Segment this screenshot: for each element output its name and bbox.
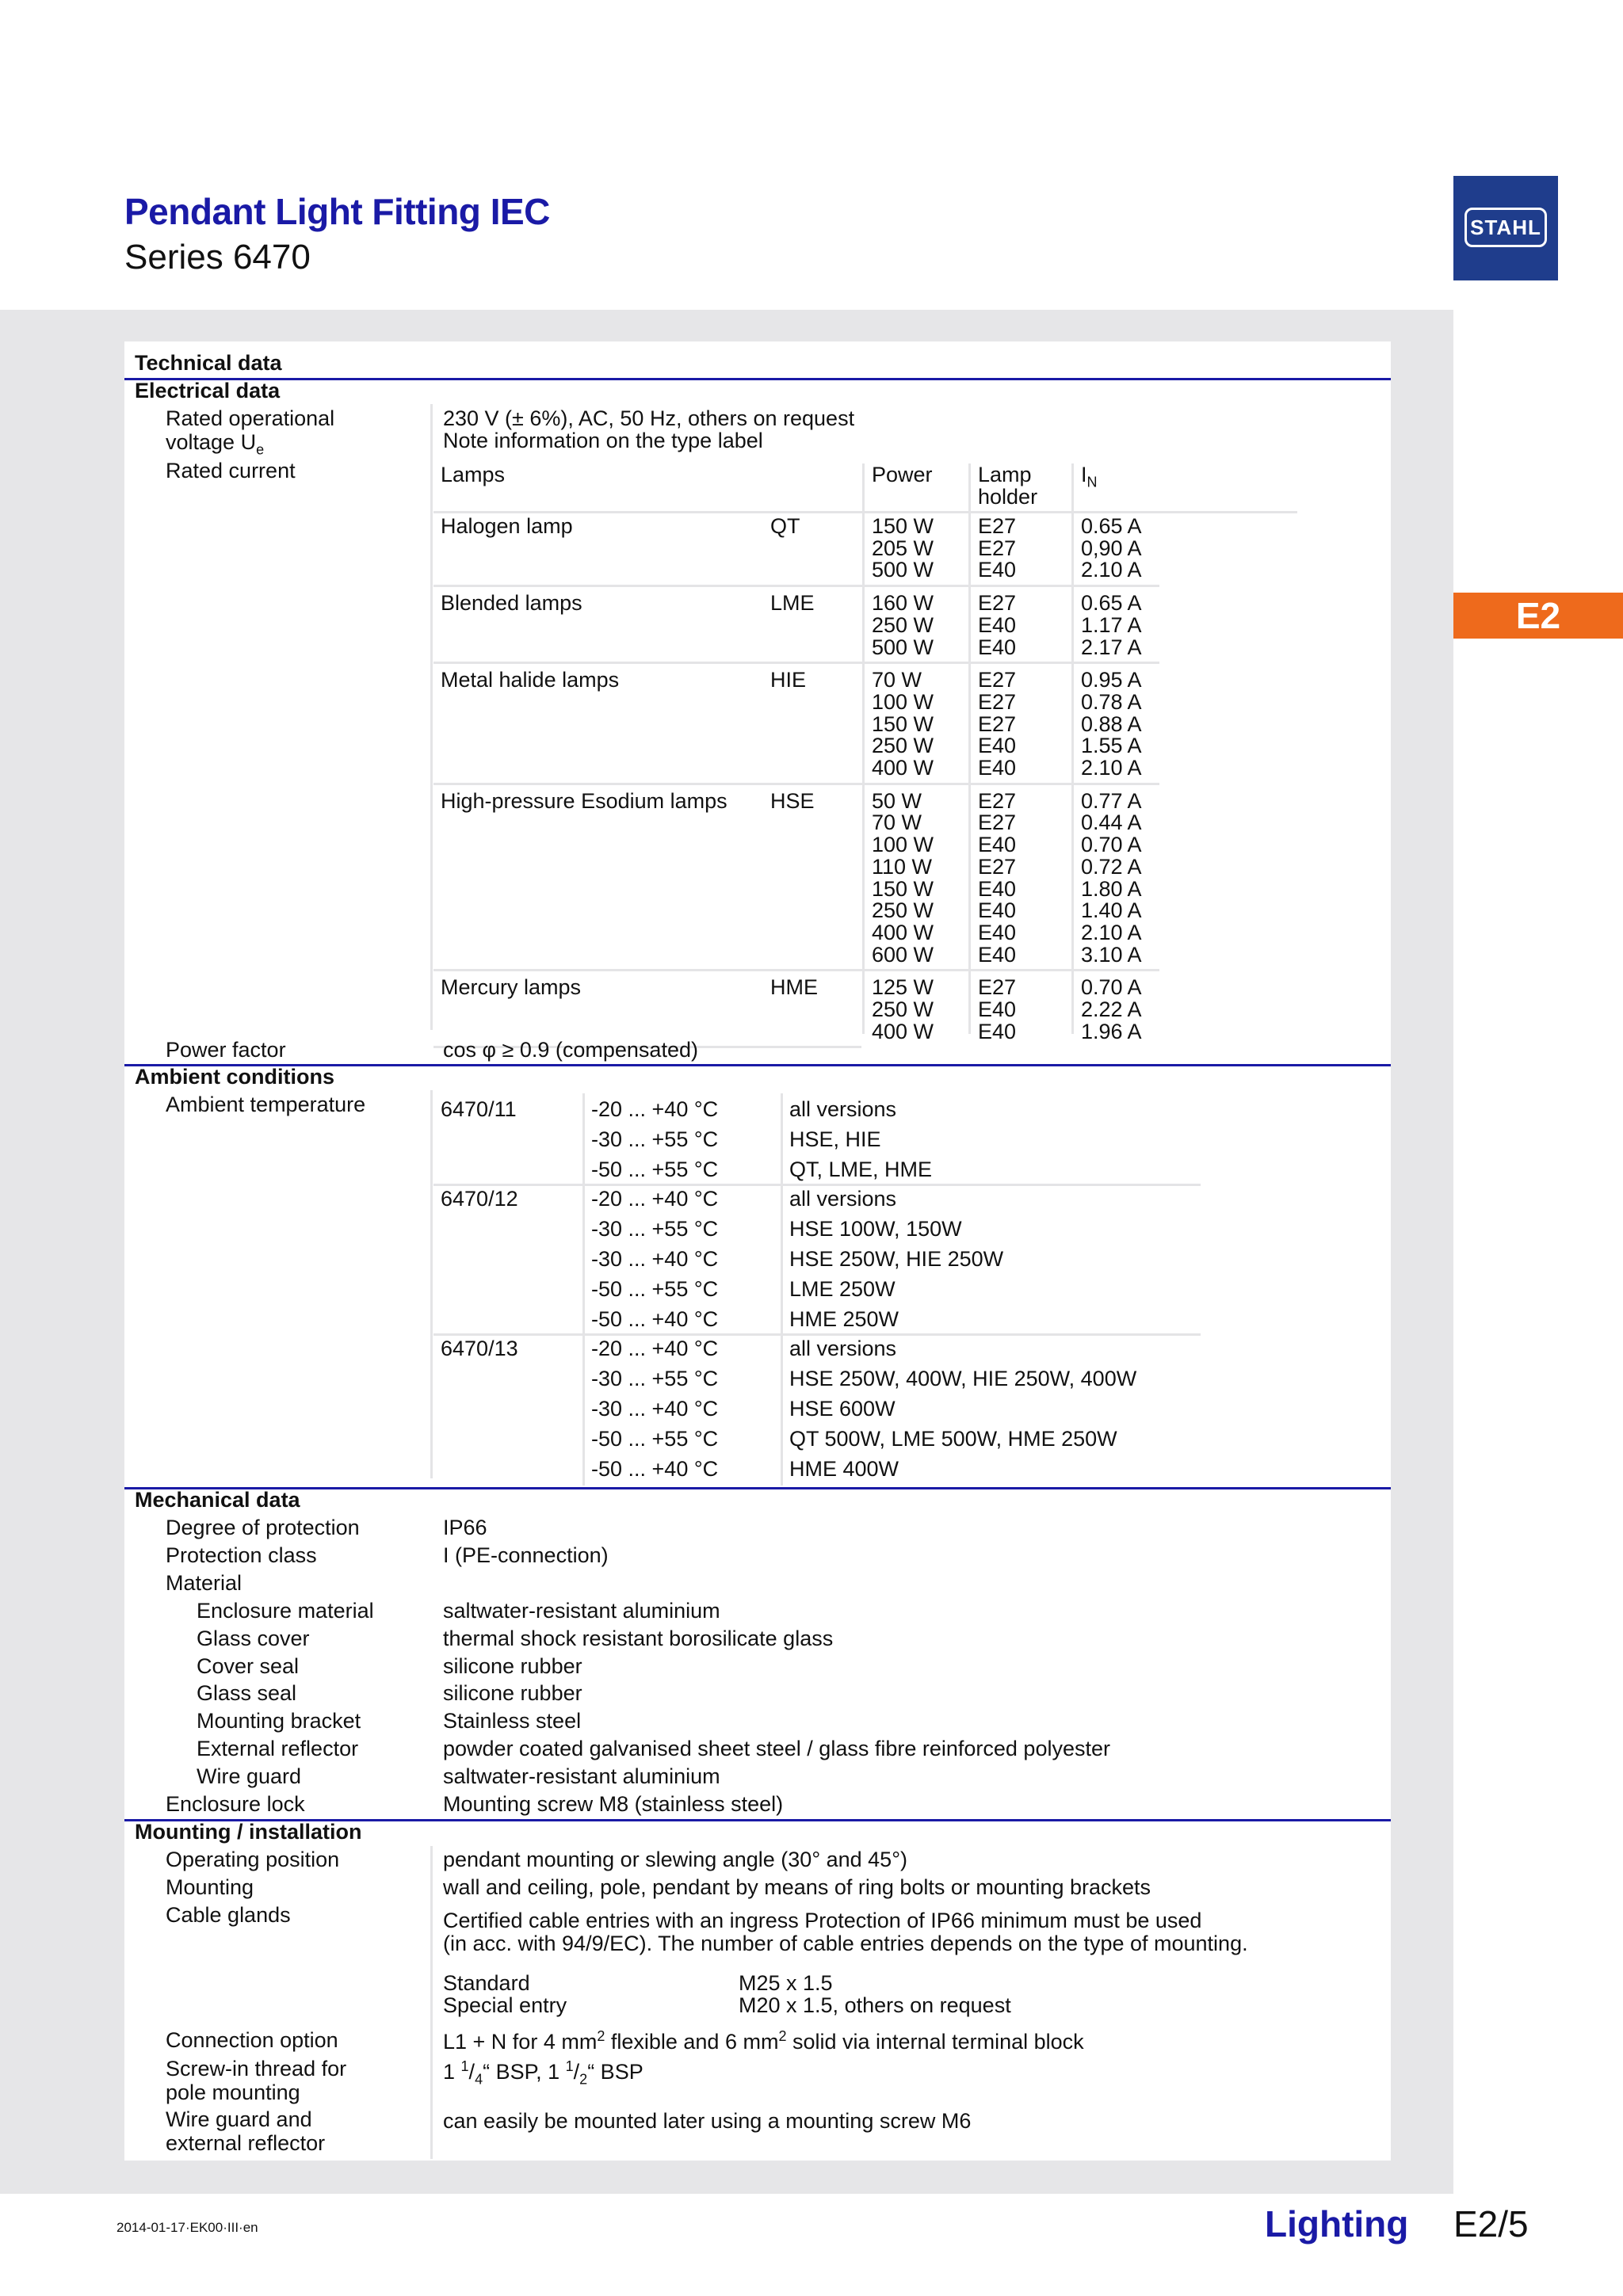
lamp-holder: E40: [978, 898, 1017, 923]
lamp-power: 150 W: [872, 514, 934, 538]
lamp-power: 160 W: [872, 591, 934, 616]
standard-label: Standard: [443, 1971, 530, 1995]
lamp-holder: E27: [978, 689, 1017, 714]
power-factor-label: Power factor: [166, 1038, 286, 1062]
lamp-holder: E40: [978, 612, 1017, 637]
ambient-temp: -50 ... +40 °C: [591, 1456, 719, 1481]
mechanical-label: Glass cover: [197, 1626, 310, 1650]
mechanical-value: thermal shock resistant borosilicate glass: [443, 1626, 834, 1650]
lamps-header: Lamps: [441, 463, 506, 486]
lamp-power: 50 W: [872, 788, 922, 813]
column-separator: [582, 1093, 585, 1486]
lamp-power: 400 W: [872, 756, 934, 780]
mechanical-label: Protection class: [166, 1543, 317, 1567]
ambient-version: HSE, HIE: [789, 1127, 881, 1151]
lamp-power: 125 W: [872, 975, 934, 1000]
mechanical-label: External reflector: [197, 1737, 359, 1761]
lamp-power: 600 W: [872, 942, 934, 967]
lamp-power: 400 W: [872, 920, 934, 944]
glands-label: Cable glands: [166, 1903, 291, 1927]
lamp-holder: E27: [978, 854, 1017, 879]
mechanical-value: saltwater-resistant aluminium: [443, 1598, 720, 1623]
ambient-temp-label: Ambient temperature: [166, 1093, 366, 1116]
lamp-power: 250 W: [872, 898, 934, 923]
ambient-version: HME 400W: [789, 1456, 899, 1481]
lamp-name: Mercury lamps: [441, 975, 582, 1000]
mechanical-label: Enclosure material: [197, 1598, 374, 1623]
holder-header: Lamp: [978, 463, 1032, 486]
column-separator: [862, 463, 865, 1034]
lamp-power: 150 W: [872, 711, 934, 736]
footer-section: Lighting: [1265, 2203, 1409, 2245]
lamp-name: Halogen lamp: [441, 514, 573, 538]
lamp-current: 2.22 A: [1081, 997, 1142, 1021]
lamp-current: 0.88 A: [1081, 711, 1142, 736]
thread-label-2: pole mounting: [166, 2081, 300, 2104]
lamp-holder: E40: [978, 635, 1017, 659]
mechanical-label: Degree of protection: [166, 1516, 360, 1539]
lamp-holder: E40: [978, 734, 1017, 758]
glands-value-2: (in acc. with 94/9/EC). The number of cable entries depends on the type of mounting.: [443, 1932, 1248, 1955]
ambient-version: HSE 250W, 400W, HIE 250W, 400W: [789, 1367, 1137, 1391]
operating-label: Operating position: [166, 1848, 340, 1871]
column-separator: [968, 463, 971, 1034]
mechanical-value: silicone rubber: [443, 1681, 582, 1706]
lamp-current: 1.96 A: [1081, 1019, 1142, 1043]
lamp-current: 0.77 A: [1081, 788, 1142, 813]
lamp-current: 1.80 A: [1081, 876, 1142, 901]
lamp-power: 150 W: [872, 876, 934, 901]
mechanical-label: Enclosure lock: [166, 1792, 305, 1816]
lamp-current: 0.72 A: [1081, 854, 1142, 879]
current-label: Rated current: [166, 459, 296, 482]
thread-label: Screw-in thread for: [166, 2057, 347, 2081]
lamp-code: LME: [770, 591, 815, 616]
lamp-holder: E27: [978, 975, 1017, 1000]
column-separator: [1071, 463, 1074, 1034]
special-value: M20 x 1.5, others on request: [739, 1993, 1011, 2017]
lamp-code: HSE: [770, 788, 815, 813]
ambient-version: LME 250W: [789, 1276, 896, 1301]
ambient-temp: -50 ... +55 °C: [591, 1157, 719, 1181]
mechanical-value: Stainless steel: [443, 1709, 582, 1733]
connection-value: L1 + N for 4 $mm^2$ flexible and 6 $mm^2$ solid via internal terminal block: [443, 2028, 1084, 2054]
table-separator: [433, 662, 1159, 664]
table-separator: [433, 969, 1159, 971]
column-separator: [430, 404, 433, 1030]
mechanical-value: Mounting screw M8 (stainless steel): [443, 1792, 784, 1816]
ambient-temp: -50 ... +55 °C: [591, 1426, 719, 1451]
lamp-current: 0.95 A: [1081, 668, 1142, 692]
lamp-current: 0.70 A: [1081, 833, 1142, 857]
lamp-power: 250 W: [872, 734, 934, 758]
lamp-power: 100 W: [872, 689, 934, 714]
ambient-temp: -20 ... +40 °C: [591, 1337, 719, 1361]
lamp-name: Metal halide lamps: [441, 668, 620, 692]
ambient-version: HME 250W: [789, 1306, 899, 1331]
lamp-code: HIE: [770, 668, 807, 692]
ambient-version: QT 500W, LME 500W, HME 250W: [789, 1426, 1117, 1451]
mechanical-label: Glass seal: [197, 1681, 297, 1706]
ambient-version: HSE 250W, HIE 250W: [789, 1247, 1004, 1271]
lamp-current: 0.70 A: [1081, 975, 1142, 1000]
lamp-power: 500 W: [872, 558, 934, 582]
mechanical-value: saltwater-resistant aluminium: [443, 1764, 720, 1789]
mechanical-value: silicone rubber: [443, 1653, 582, 1678]
mechanical-value: powder coated galvanised sheet steel / glass fibre reinforced polyester: [443, 1737, 1110, 1761]
power-header: Power: [872, 463, 933, 486]
logo-frame: [1465, 208, 1547, 247]
table-separator: [433, 1333, 1201, 1336]
lamp-holder: E40: [978, 558, 1017, 582]
lamp-holder: E40: [978, 1019, 1017, 1043]
ambient-version: all versions: [789, 1337, 897, 1361]
lamp-current: 0.65 A: [1081, 591, 1142, 616]
document-code: 2014-01-17·EK00·III·en: [116, 2220, 258, 2235]
lamp-current: 0,90 A: [1081, 536, 1142, 560]
mechanical-value: IP66: [443, 1516, 487, 1539]
ambient-version: QT, LME, HME: [789, 1157, 933, 1181]
mounting-label: Mounting: [166, 1875, 254, 1899]
ambient-temp: -30 ... +40 °C: [591, 1247, 719, 1271]
section-mechanical: Mechanical data: [135, 1488, 300, 1512]
section-tab-e2[interactable]: E2: [1453, 593, 1623, 639]
lamp-holder: E27: [978, 711, 1017, 736]
lamp-name: High-pressure Esodium lamps: [441, 788, 727, 813]
in-header: $I_N$: [1081, 463, 1098, 490]
lamp-power: 205 W: [872, 536, 934, 560]
stahl-logo: [1453, 176, 1558, 280]
lamp-current: 0.78 A: [1081, 689, 1142, 714]
column-separator: [781, 1093, 783, 1486]
wire-label: Wire guard and: [166, 2107, 312, 2131]
operating-value: pendant mounting or slewing angle (30° and 45°): [443, 1848, 907, 1871]
mechanical-value: I (PE-connection): [443, 1543, 609, 1567]
glands-value: Certified cable entries with an ingress Protection of IP66 minimum must be used: [443, 1909, 1202, 1932]
lamp-power: 70 W: [872, 668, 922, 692]
ambient-temp: -20 ... +40 °C: [591, 1187, 719, 1211]
table-separator: [433, 511, 1297, 513]
lamp-power: 250 W: [872, 997, 934, 1021]
lamp-holder: E40: [978, 920, 1017, 944]
wire-label-2: external reflector: [166, 2131, 326, 2155]
ambient-temp: -30 ... +55 °C: [591, 1217, 719, 1241]
special-label: Special entry: [443, 1993, 567, 2017]
mechanical-label: Material: [166, 1570, 242, 1595]
lamp-holder: E27: [978, 788, 1017, 813]
ambient-model: 6470/13: [441, 1337, 518, 1361]
section-electrical: Electrical data: [135, 379, 281, 402]
lamp-holder: E27: [978, 591, 1017, 616]
thread-value: 1 $^1/_4“$ BSP, 1 $^1/_2“$ BSP: [443, 2058, 643, 2088]
lamp-holder: E27: [978, 668, 1017, 692]
column-separator: [430, 1846, 433, 2159]
lamp-holder: E27: [978, 810, 1017, 835]
column-separator: [430, 1090, 433, 1478]
lamp-holder: E40: [978, 876, 1017, 901]
table-separator: [433, 1184, 1201, 1186]
lamp-holder: E40: [978, 756, 1017, 780]
lamp-power: 110 W: [872, 854, 933, 879]
lamp-current: 1.40 A: [1081, 898, 1142, 923]
ambient-temp: -50 ... +55 °C: [591, 1276, 719, 1301]
divider-technical: [124, 378, 1391, 380]
lamp-current: 2.10 A: [1081, 558, 1142, 582]
lamp-power: 400 W: [872, 1019, 934, 1043]
logo-text: STAHL: [1470, 215, 1541, 239]
lamp-holder: E40: [978, 833, 1017, 857]
ambient-temp: -30 ... +40 °C: [591, 1397, 719, 1421]
divider-mechanical: [124, 1487, 1391, 1489]
lamp-current: 0.65 A: [1081, 514, 1142, 538]
lamp-holder: E27: [978, 514, 1017, 538]
connection-label: Connection option: [166, 2028, 338, 2052]
lamp-current: 0.44 A: [1081, 810, 1142, 835]
ambient-version: all versions: [789, 1097, 897, 1121]
mechanical-label: Wire guard: [197, 1764, 302, 1789]
ambient-temp: -30 ... +55 °C: [591, 1127, 719, 1151]
section-technical: Technical data: [135, 351, 282, 375]
lamp-holder: E40: [978, 942, 1017, 967]
mechanical-label: Mounting bracket: [197, 1709, 361, 1733]
standard-value: M25 x 1.5: [739, 1971, 833, 1995]
voltage-value: 230 V (± 6%), AC, 50 Hz, others on request: [443, 406, 855, 430]
ambient-temp: -20 ... +40 °C: [591, 1097, 719, 1121]
lamp-power: 100 W: [872, 833, 934, 857]
lamp-power: 500 W: [872, 635, 934, 659]
lamp-holder: E40: [978, 997, 1017, 1021]
lamp-code: HME: [770, 975, 818, 1000]
table-separator: [433, 783, 1159, 785]
lamp-name: Blended lamps: [441, 591, 582, 616]
mechanical-label: Cover seal: [197, 1653, 300, 1678]
lamp-current: 2.17 A: [1081, 635, 1142, 659]
wire-value: can easily be mounted later using a mounting screw M6: [443, 2109, 972, 2133]
mounting-value: wall and ceiling, pole, pendant by means of ring bolts or mounting brackets: [443, 1875, 1151, 1899]
lamp-code: QT: [770, 514, 800, 538]
ambient-temp: -30 ... +55 °C: [591, 1367, 719, 1391]
lamp-power: 70 W: [872, 810, 922, 835]
lamp-current: 2.10 A: [1081, 920, 1142, 944]
lamp-current: 2.10 A: [1081, 756, 1142, 780]
holder-header-2: holder: [978, 485, 1038, 509]
page-number: E2/5: [1453, 2203, 1529, 2245]
voltage-label-2: voltage $U_e$: [166, 430, 265, 458]
ambient-version: HSE 600W: [789, 1397, 896, 1421]
ambient-temp: -50 ... +40 °C: [591, 1306, 719, 1331]
lamp-holder: E27: [978, 536, 1017, 560]
section-ambient: Ambient conditions: [135, 1065, 334, 1089]
voltage-note: Note information on the type label: [443, 429, 763, 452]
section-mounting: Mounting / installation: [135, 1820, 362, 1844]
lamp-power: 250 W: [872, 612, 934, 637]
ambient-version: HSE 100W, 150W: [789, 1217, 962, 1241]
lamp-current: 3.10 A: [1081, 942, 1142, 967]
ambient-model: 6470/11: [441, 1097, 517, 1121]
lamp-current: 1.55 A: [1081, 734, 1142, 758]
lamp-current: 1.17 A: [1081, 612, 1142, 637]
voltage-label: Rated operational: [166, 406, 335, 430]
table-separator: [433, 585, 1159, 587]
ambient-model: 6470/12: [441, 1187, 518, 1211]
page-subtitle: Series 6470: [124, 238, 311, 277]
ambient-version: all versions: [789, 1187, 897, 1211]
page-title: Pendant Light Fitting IEC: [124, 191, 550, 232]
power-factor-value: cos φ ≥ 0.9 (compensated): [443, 1038, 698, 1062]
